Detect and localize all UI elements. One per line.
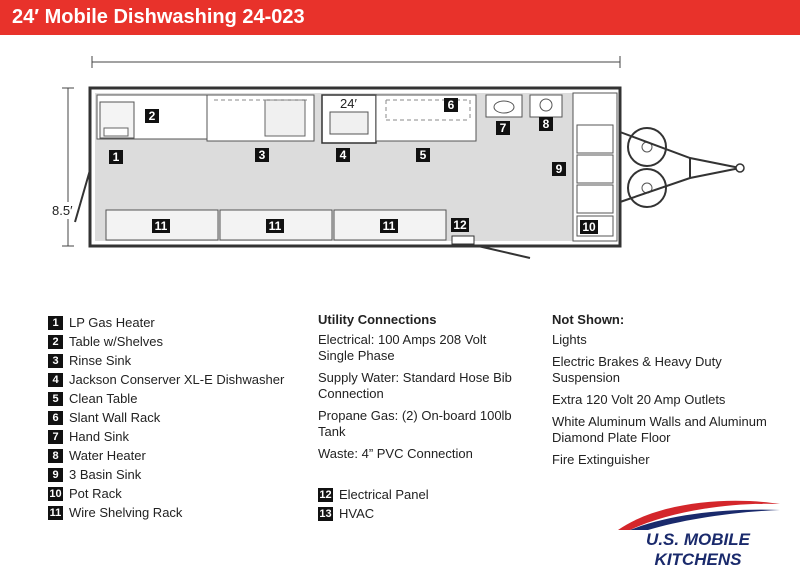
legend-item [48,446,284,465]
legend-item [48,427,284,446]
legend-label: Water Heater [69,448,146,463]
floor-plan [0,40,800,280]
utility-title: Utility Connections [318,312,437,327]
utility-connections [318,312,518,468]
plan-label-1: 1 [109,150,123,164]
page-title: 24′ Mobile Dishwashing 24-023 [12,6,305,28]
equipment-legend-extra [318,485,429,523]
legend-item [318,504,429,523]
legend-number: 1 [48,316,63,330]
plan-label-11: 11 [380,219,398,233]
not-shown-item: White Aluminum Walls and Aluminum Diamond Plate Floor [552,414,767,445]
not-shown-list [552,312,767,474]
plan-label-7: 7 [496,121,510,135]
legend-item [318,485,429,504]
legend-label: Table w/Shelves [69,334,163,349]
width-dimension: 8.5′ [52,203,73,218]
legend-label: 3 Basin Sink [69,467,142,482]
plan-label-3: 3 [255,148,269,162]
legend-number: 6 [48,411,63,425]
legend-item [48,465,284,484]
plan-label-9: 9 [552,162,566,176]
not-shown-title: Not Shown: [552,312,625,327]
legend-number: 12 [319,488,332,501]
equipment-legend [48,313,284,522]
length-dimension: 24′ [335,96,362,111]
not-shown-item: Lights [552,332,587,347]
legend-label: Wire Shelving Rack [69,505,183,520]
not-shown-item: Extra 120 Volt 20 Amp Outlets [552,392,726,407]
not-shown-item: Fire Extinguisher [552,452,650,467]
utility-item: Propane Gas: (2) On-board 100lb Tank [318,408,512,439]
legend-item [48,484,284,503]
legend-label: Hand Sink [69,429,129,444]
legend-item [48,351,284,370]
legend-item [48,370,284,389]
legend-number: 10 [49,487,62,500]
legend-number: 5 [48,392,63,406]
legend-label: Pot Rack [69,486,122,501]
legend-number: 13 [319,507,332,520]
plan-label-11: 11 [266,219,284,233]
legend-number: 11 [49,506,62,519]
plan-label-2: 2 [145,109,159,123]
legend-label: LP Gas Heater [69,315,155,330]
legend-item [48,389,284,408]
plan-label-8: 8 [539,117,553,131]
utility-item: Electrical: 100 Amps 208 Volt Single Phase [318,332,487,363]
legend-label: Clean Table [69,391,138,406]
not-shown-item: Electric Brakes & Heavy Duty Suspension [552,354,722,385]
legend-number: 4 [48,373,63,387]
company-logo [608,496,788,569]
legend-label: HVAC [339,506,375,521]
logo-swoosh-icon [608,496,788,532]
legend-item [48,503,284,522]
legend-label: Jackson Conserver XL-E Dishwasher [69,372,285,387]
legend-item [48,313,284,332]
legend-item [48,332,284,351]
plan-label-10: 10 [580,220,598,234]
legend-label: Slant Wall Rack [69,410,161,425]
legend-number: 7 [48,430,63,444]
plan-label-5: 5 [416,148,430,162]
legend-number: 9 [48,468,63,482]
legend-item [48,408,284,427]
legend-label: Rinse Sink [69,353,132,368]
plan-label-12: 12 [451,218,469,232]
legend-number: 2 [48,335,63,349]
legend-number: 3 [48,354,63,368]
logo-text: U.S. MOBILE KITCHENS [646,530,750,569]
utility-item: Waste: 4” PVC Connection [318,446,473,461]
plan-label-6: 6 [444,98,458,112]
header-bar [0,0,800,35]
plan-label-4: 4 [336,148,350,162]
legend-label: Electrical Panel [339,487,429,502]
legend-number: 8 [48,449,63,463]
utility-item: Supply Water: Standard Hose Bib Connection [318,370,512,401]
plan-label-11: 11 [152,219,170,233]
